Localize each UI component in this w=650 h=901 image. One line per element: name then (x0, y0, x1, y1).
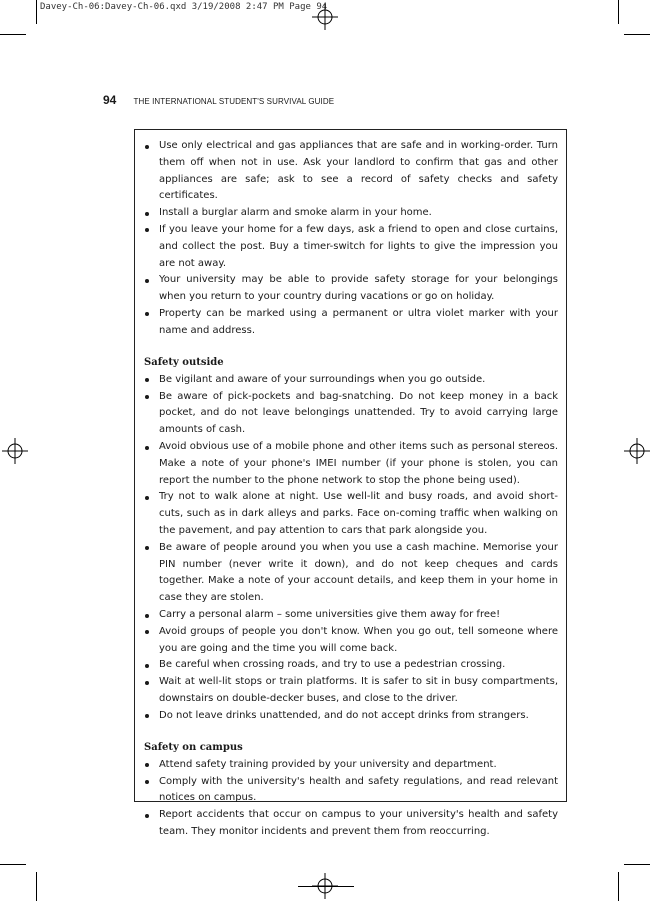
list-item: Avoid groups of people you don't know. When you go out, tell someone where you are going and the time you will come back. (144, 624, 558, 658)
list-item: Carry a personal alarm – some universities give them away for free! (144, 607, 558, 624)
list-item: Install a burglar alarm and smoke alarm in your home. (144, 205, 558, 222)
section-heading-safety-outside: Safety outside (144, 357, 224, 369)
crop-mark-bottom-right-v (618, 872, 619, 901)
list-item: Use only electrical and gas appliances that are safe and in working-order. Turn them off when not in use. Ask your landlord to confirm that gas and other appliances are safe; ask to see a record of safety checks and safety certificates. (144, 138, 558, 205)
list-item: Be aware of people around you when you use a cash machine. Memorise your PIN number (never write it down), and do not keep cheques and cards together. Make a note of your account details, and keep them in your home in case they are stolen. (144, 540, 558, 607)
safety-on-campus-list (144, 757, 558, 841)
list-item: Property can be marked using a permanent or ultra violet marker with your name and address. (144, 306, 558, 340)
crop-mark-top-right-h (624, 34, 650, 35)
crop-mark-bottom-left-h (0, 864, 26, 865)
list-item: Report accidents that occur on campus to your university's health and safety team. They monitor incidents and prevent them from reoccurring. (144, 807, 558, 841)
home-safety-list (144, 138, 558, 340)
print-slug: Davey-Ch-06:Davey-Ch-06.qxd 3/19/2008 2:47 PM Page 94 (40, 2, 328, 12)
crop-mark-top-right-v (618, 0, 619, 24)
page-header (103, 89, 334, 108)
list-item: Do not leave drinks unattended, and do not accept drinks from strangers. (144, 708, 558, 725)
safety-tips-box (134, 129, 567, 838)
running-head: THE INTERNATIONAL STUDENT'S SURVIVAL GUIDE (133, 97, 335, 106)
crop-mark-top-left-h (0, 34, 26, 35)
list-item: Comply with the university's health and safety regulations, and read relevant notices on campus. (144, 774, 558, 808)
list-item: Your university may be able to provide safety storage for your belongings when you return to your country during vacations or go on holiday. (144, 272, 558, 306)
list-item: Be vigilant and aware of your surroundings when you go outside. (144, 372, 558, 389)
registration-mark-top-icon (312, 4, 338, 30)
page-number: 94 (103, 93, 117, 107)
section-heading-safety-on-campus: Safety on campus (144, 742, 243, 754)
list-item: Be aware of pick-pockets and bag-snatching. Do not keep money in a back pocket, and do not leave belongings unattended. Try to avoid carrying large amounts of cash. (144, 389, 558, 439)
box-content (144, 138, 558, 841)
crop-mark-top-left-v (36, 0, 37, 24)
list-item: Try not to walk alone at night. Use well-lit and busy roads, and avoid short-cuts, such as in dark alleys and parks. Face on-coming traffic when walking on the pavement, and pay attention to cars that park alongside you. (144, 489, 558, 539)
crop-mark-bottom-right-h (624, 864, 650, 865)
registration-mark-left-icon (2, 438, 28, 464)
list-item: Avoid obvious use of a mobile phone and other items such as personal stereos. Make a note of your phone's IMEI number (if your phone is stolen, you can report the number to the phone network to stop the phone being used). (144, 439, 558, 489)
registration-bar-bottom (298, 886, 354, 887)
list-item: If you leave your home for a few days, ask a friend to open and close curtains, and collect the post. Buy a timer-switch for lights to give the impression you are not away. (144, 222, 558, 272)
list-item: Be careful when crossing roads, and try to use a pedestrian crossing. (144, 657, 558, 674)
registration-mark-right-icon (624, 438, 650, 464)
list-item: Wait at well-lit stops or train platforms. It is safer to sit in busy compartments, downstairs on double-decker buses, and close to the driver. (144, 674, 558, 708)
list-item: Attend safety training provided by your university and department. (144, 757, 558, 774)
crop-mark-bottom-left-v (36, 872, 37, 901)
safety-outside-list (144, 372, 558, 725)
